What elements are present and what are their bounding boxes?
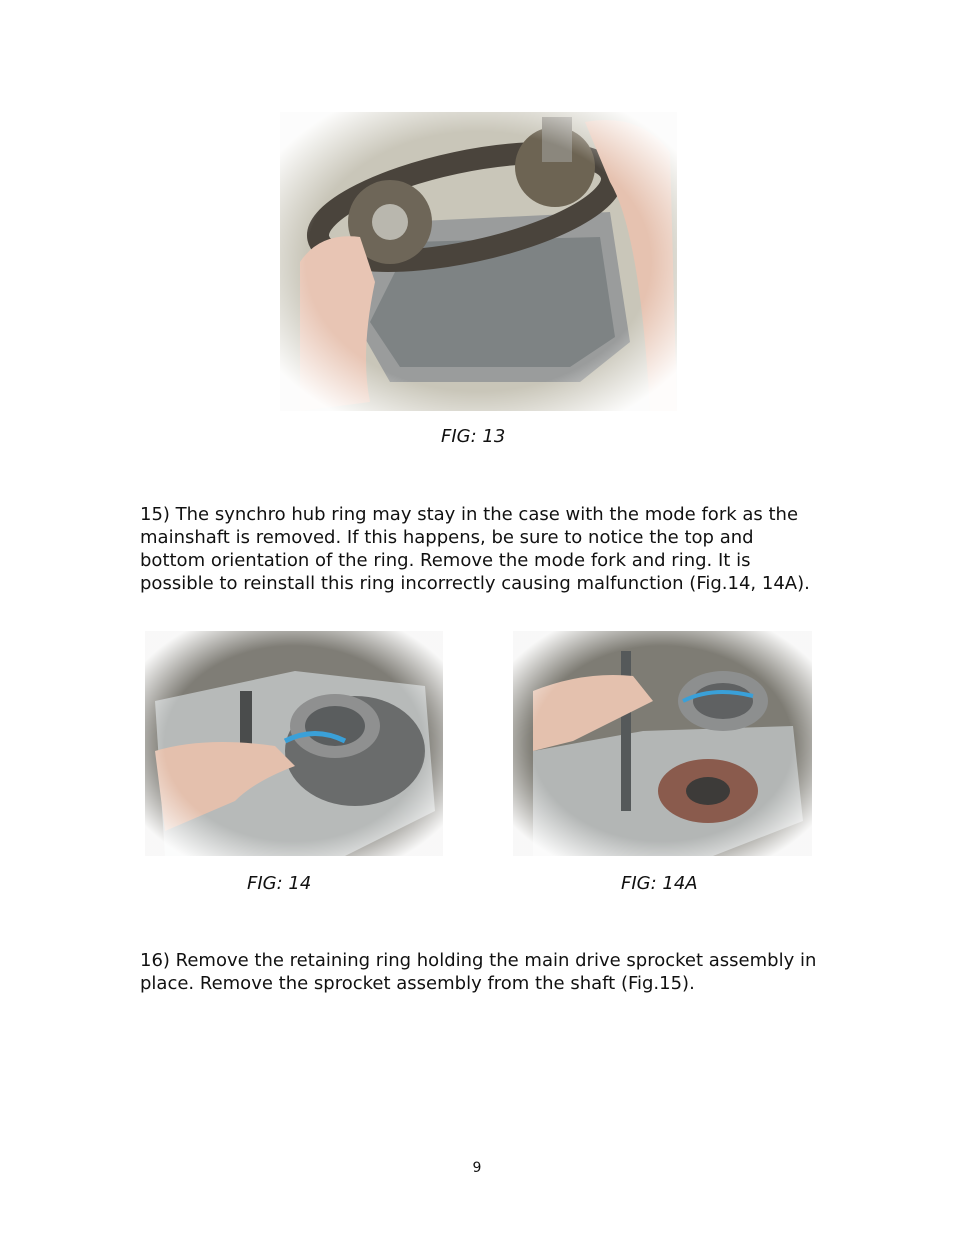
step-15-paragraph: 15) The synchro hub ring may stay in the case with the mode fork as the mainshaft is removed. If this happens, be sure to notice the top and bottom orientation of the ring. Remove the mode fork and ring. It is possible to reinstall this ring incorrectly causing malfunction (Fig.14, 14A).	[140, 504, 810, 594]
fig13-photo	[280, 112, 677, 411]
fig14-caption: FIG: 14	[247, 873, 312, 894]
fig13-caption: FIG: 13	[441, 426, 506, 447]
fig14-photo	[145, 631, 443, 856]
step-16-paragraph: 16) Remove the retaining ring holding the main drive sprocket assembly in place. Remove the sprocket assembly from the shaft (Fig.15).	[140, 950, 817, 994]
page-number: 9	[472, 1160, 482, 1176]
fig14a-photo	[513, 631, 812, 856]
fig14a-caption: FIG: 14A	[621, 873, 698, 894]
